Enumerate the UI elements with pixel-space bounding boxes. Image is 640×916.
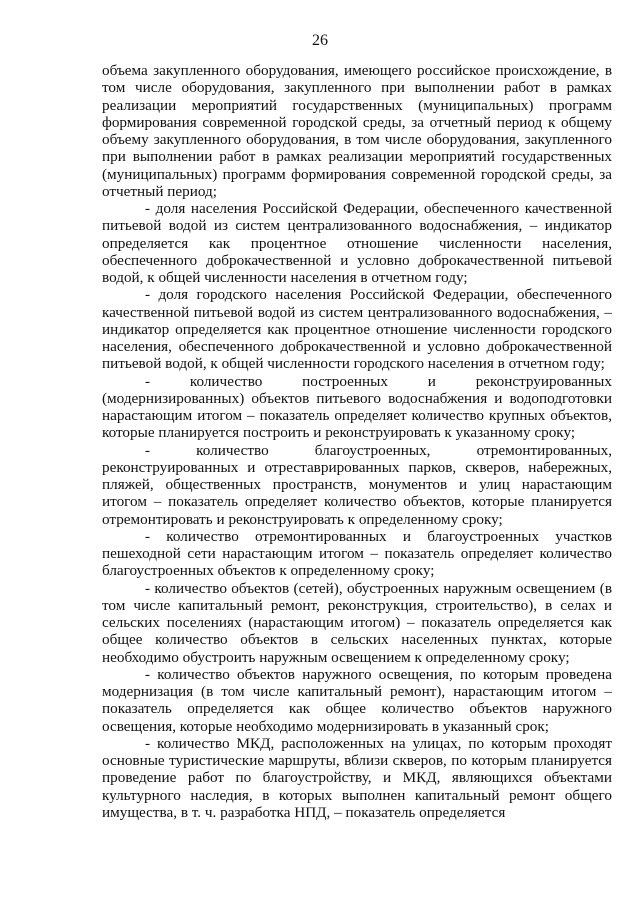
list-item: - количество объектов наружного освещения, по которым проведена модернизация (в том числе капитальный ремонт), нарастающим итогом – показатель определяется как общее количество объектов наружного освещения, которые необходимо модернизировать в указанный срок; (102, 665, 612, 735)
document-body (102, 62, 612, 821)
list-item: - количество объектов (сетей), обустроенных наружным освещением (в том числе капитальный ремонт, реконструкция, строительство), в селах и сельских поселениях (нарастающим итогом) – показатель определяется как общее количество объектов в сельских населенных пунктах, которые необходимо обустроить наружным освещением к определенному сроку; (102, 579, 612, 666)
list-item: - количество МКД, расположенных на улицах, по которым проходят основные туристические маршруты, вблизи скверов, по которым планируется проведение работ по благоустройству, и МКД, являющихся объектами культурного наследия, в которых выполнен капитальный ремонт общего имущества, в т. ч. разработка НПД, – показатель определяется (102, 734, 612, 821)
list-item: - количество построенных и реконструированных (модернизированных) объектов питьевого водоснабжения и водоподготовки нарастающим итогом – показатель определяет количество крупных объектов, которые планируется построить и реконструировать к указанному сроку; (102, 372, 612, 442)
list-item: - количество благоустроенных, отремонтированных, реконструированных и отреставрированных парков, скверов, набережных, пляжей, общественных пространств, монументов и улиц нарастающим итогом – показатель определяет количество объектов, которые планируется отремонтировать и реконструировать к определенному сроку; (102, 441, 612, 528)
paragraph-continuation: объема закупленного оборудования, имеющего российское происхождение, в том числе оборудования, закупленного при выполнении работ в рамках реализации мероприятий государственных (муниципальных) программ формирования современной городской среды, за отчетный период к общему объему закупленного оборудования, в том числе оборудования, закупленного при выполнении работ в рамках реализации мероприятий государственных (муниципальных) программ формирования современной городской среды, за отчетный период; (102, 62, 612, 200)
list-item: - количество отремонтированных и благоустроенных участков пешеходной сети нарастающим итогом – показатель определяет количество благоустроенных объектов к определенному сроку; (102, 527, 612, 580)
list-item: - доля городского населения Российской Федерации, обеспеченного качественной питьевой водой из систем централизованного водоснабжения, – индикатор определяется как процентное отношение численности городского населения, обеспеченного доброкачественной и условно доброкачественной питьевой водой, к общей численности городского населения в отчетном году; (102, 286, 612, 373)
page-number: 26 (312, 32, 328, 49)
list-item: - доля населения Российской Федерации, обеспеченного качественной питьевой водой из систем централизованного водоснабжения, – индикатор определяется как процентное отношение численности населения, обеспеченного доброкачественной и условно доброкачественной питьевой водой, к общей численности населения в отчетном году; (102, 200, 612, 286)
